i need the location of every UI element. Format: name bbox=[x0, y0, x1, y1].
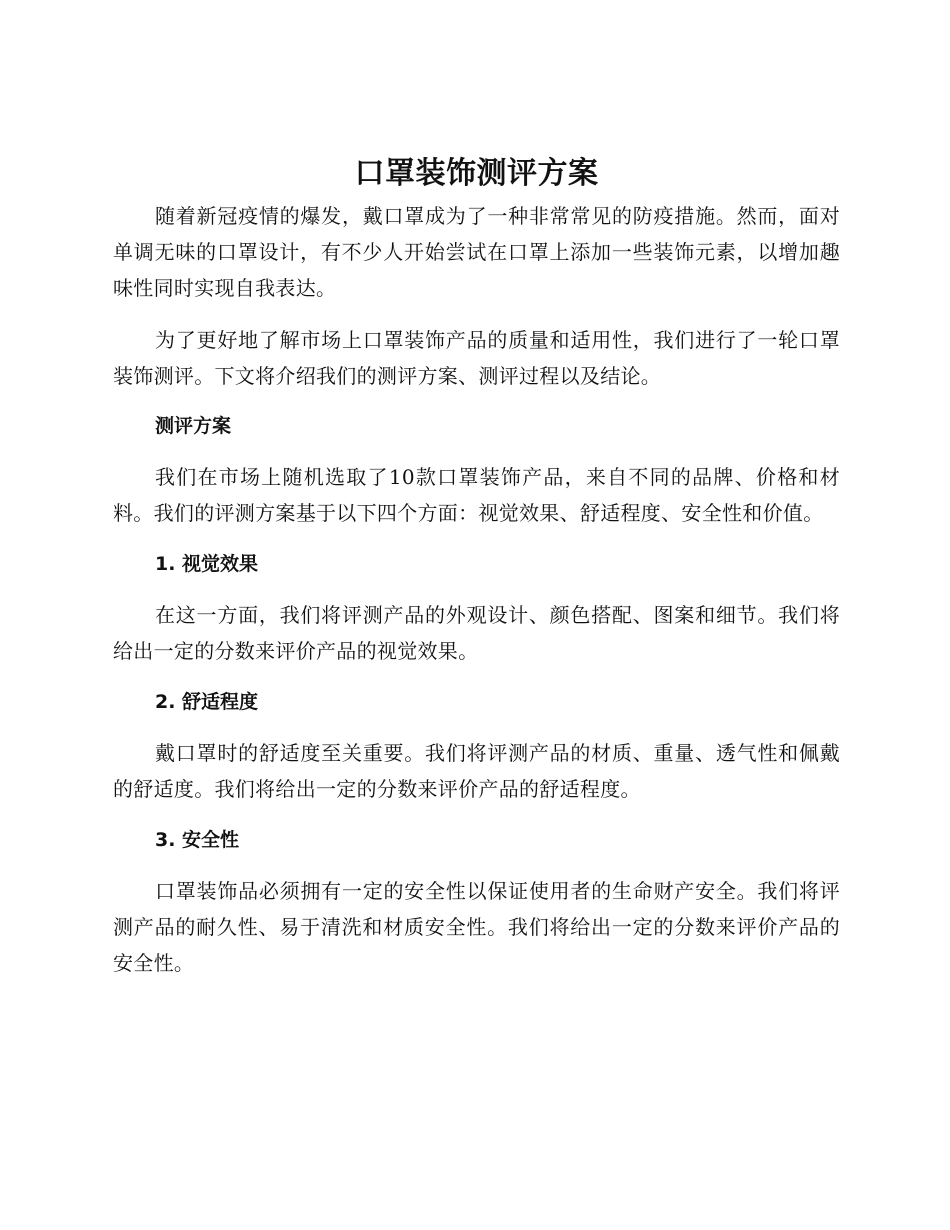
paragraph-visual: 在这一方面，我们将评测产品的外观设计、颜色搭配、图案和细节。我们将给出一定的分数来评价产品的视觉效果。 bbox=[113, 603, 840, 663]
heading-plan: 测评方案 bbox=[155, 415, 232, 437]
paragraph-safety: 口罩装饰品必须拥有一定的安全性以保证使用者的生命财产安全。我们将评测产品的耐久性、易于清洗和材质安全性。我们将给出一定的分数来评价产品的安全性。 bbox=[113, 879, 840, 975]
paragraph-intro-2: 为了更好地了解市场上口罩装饰产品的质量和适用性，我们进行了一轮口罩装饰测评。下文将介绍我们的测评方案、测评过程以及结论。 bbox=[113, 328, 840, 388]
heading-visual: 1. 视觉效果 bbox=[155, 553, 259, 575]
heading-comfort: 2. 舒适程度 bbox=[155, 691, 259, 713]
paragraph-intro-1: 随着新冠疫情的爆发，戴口罩成为了一种非常常见的防疫措施。然而，面对单调无味的口罩设计，有不少人开始尝试在口罩上添加一些装饰元素，以增加趣味性同时实现自我表达。 bbox=[113, 204, 840, 300]
paragraph-comfort: 戴口罩时的舒适度至关重要。我们将评测产品的材质、重量、透气性和佩戴的舒适度。我们将给出一定的分数来评价产品的舒适程度。 bbox=[113, 741, 840, 801]
document-page bbox=[113, 152, 840, 981]
paragraph-plan: 我们在市场上随机选取了10款口罩装饰产品，来自不同的品牌、价格和材料。我们的评测方案基于以下四个方面：视觉效果、舒适程度、安全性和价值。 bbox=[113, 465, 840, 525]
document-title: 口罩装饰测评方案 bbox=[354, 156, 599, 191]
heading-safety: 3. 安全性 bbox=[155, 829, 240, 851]
